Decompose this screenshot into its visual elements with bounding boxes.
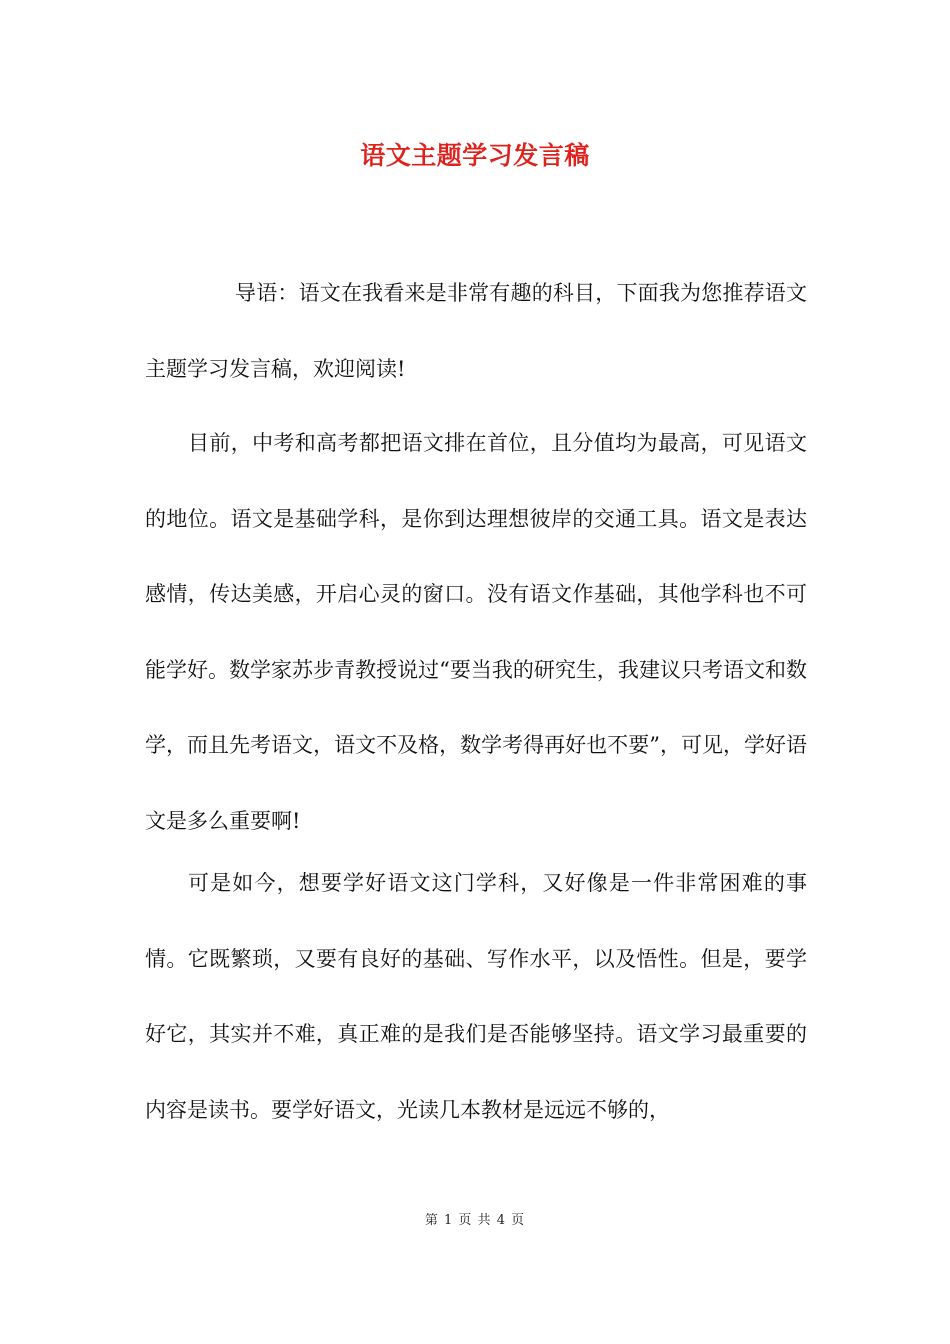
intro-paragraph: 导语：语文在我看来是非常有趣的科目，下面我为您推荐语文主题学习发言稿，欢迎阅读!	[145, 281, 807, 381]
document-title: 语文主题学习发言稿	[360, 141, 590, 170]
body-paragraph-1: 目前，中考和高考都把语文排在首位，且分值均为最高，可见语文的地位。语文是基础学科，是你到达理想彼岸的交通工具。语文是表达感情，传达美感，开启心灵的窗口。没有语文作基础，其他学科也不可能学好。数学家苏步青教授说过“要当我的研究生，我建议只考语文和数学，而且先考语文，语文不及格，数学考得再好也不要”，可见，学好语文是多么重要啊!	[145, 431, 807, 833]
body-paragraph-2: 可是如今，想要学好语文这门学科，又好像是一件非常困难的事情。它既繁琐，又要有良好的基础、写作水平，以及悟性。但是，要学好它，其实并不难，真正难的是我们是否能够坚持。语文学习最重要的内容是读书。要学好语文，光读几本教材是远远不够的，	[145, 871, 807, 1122]
page-footer: 第 1 页 共 4 页	[424, 1213, 526, 1228]
